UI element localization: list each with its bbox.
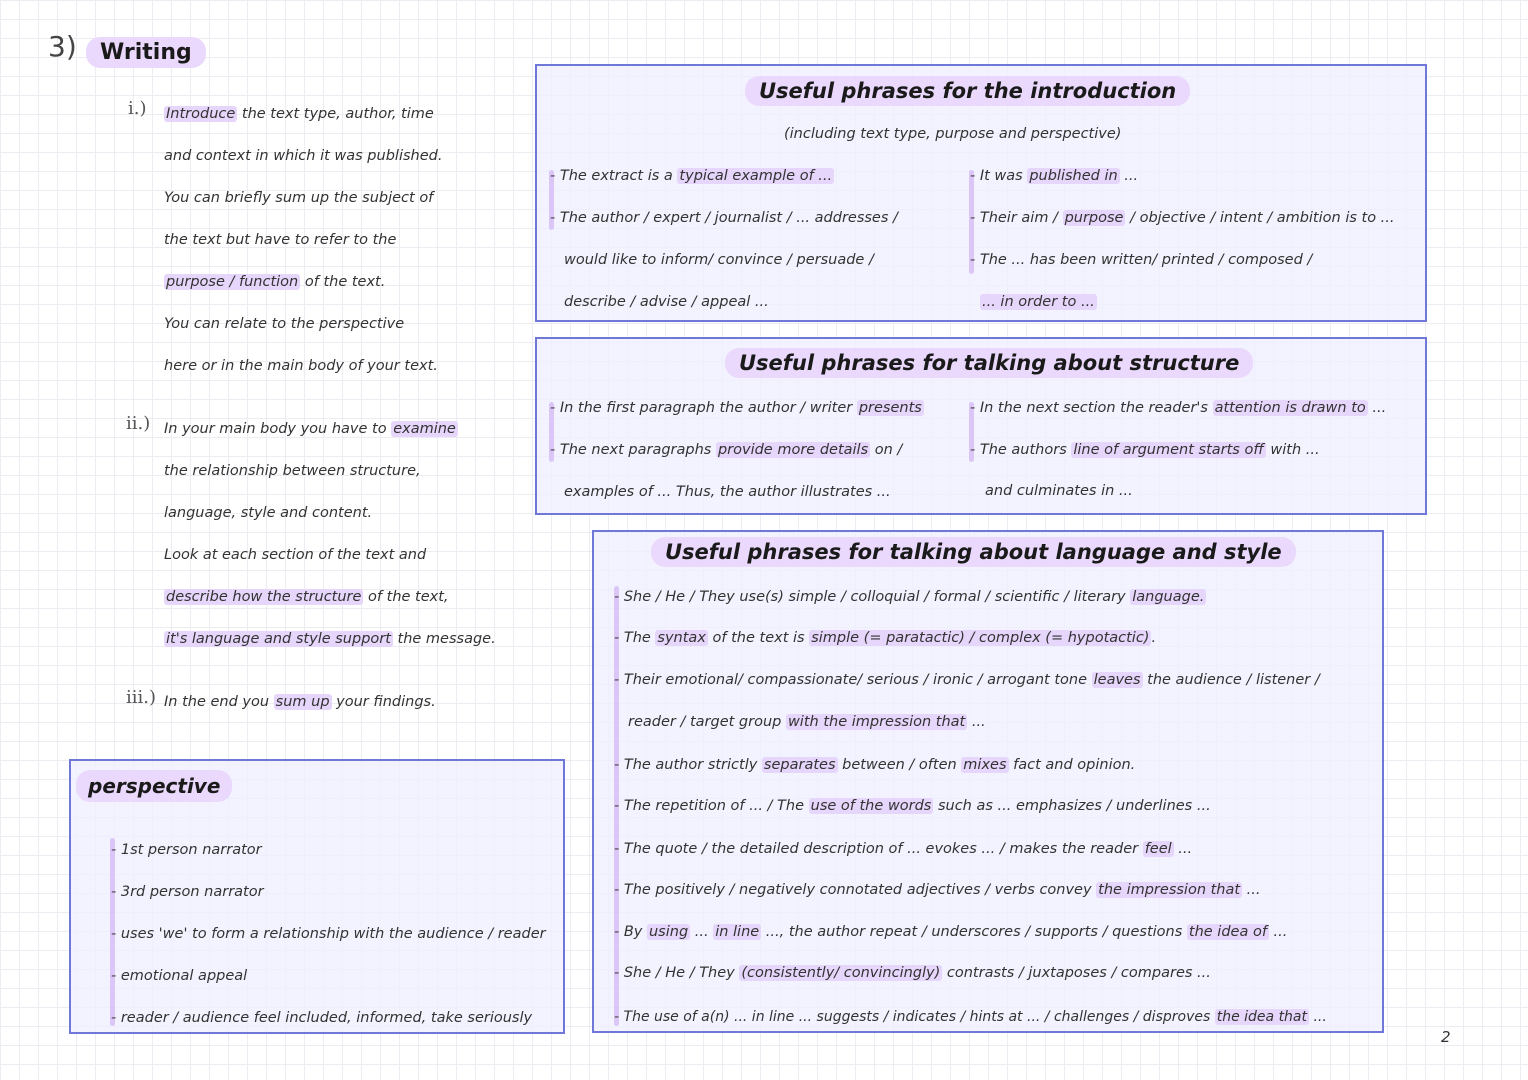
intro-left-a: - The extract is a typical example of ... [550,168,833,184]
writing-ii-line-1: In your main body you have to examine [164,421,456,437]
language-line-6: - The repetition of ... / The use of the words such as ... emphasizes / underlines ... [614,798,1211,814]
writing-ii-line-6: it's language and style support the message. [166,631,496,647]
language-box [592,530,1384,1033]
intro-subtitle: (including text type, purpose and perspective) [784,126,1122,142]
writing-i-line-5: purpose / function of the text. [166,274,386,290]
writing-i-line-6: You can relate to the perspective [164,316,405,332]
perspective-title: perspective [76,770,232,802]
structure-right-c: and culminates in ... [985,483,1133,499]
writing-ii-line-2: the relationship between structure, [164,463,421,479]
numeral-ii: ii.) [126,413,151,434]
perspective-item: - emotional appeal [111,968,248,984]
page-number: 2 [1441,1028,1451,1046]
language-line-10: - She / He / They (consistently/ convincingly) contrasts / juxtaposes / compares ... [614,965,1211,981]
language-line-2: - The syntax of the text is simple (= paratactic) / complex (= hypotactic) . [614,630,1157,646]
structure-right-b: - The authors line of argument starts off with ... [970,442,1320,458]
writing-i-line-4: the text but have to refer to the [164,232,397,248]
writing-i-line-2: and context in which it was published. [164,148,443,164]
language-line-8: - The positively / negatively connotated adjectives / verbs convey the impression that ... [614,882,1261,898]
intro-right-d: ... in order to ... [982,294,1095,310]
structure-title: Useful phrases for talking about structure [725,348,1253,378]
language-line-9: - By using ... in line ..., the author repeat / underscores / supports / questions the idea of ... [614,924,1288,940]
writing-i-line-1: Introduce the text type, author, time [166,106,434,122]
perspective-item: - 3rd person narrator [111,884,264,900]
structure-right-a: - In the next section the reader's attention is drawn to ... [970,400,1387,416]
writing-i-line-3: You can briefly sum up the subject of [164,190,434,206]
language-line-3: - Their emotional/ compassionate/ serious / ironic / arrogant tone leaves the audience / listener / [614,672,1320,688]
intro-right-b: - Their aim / purpose / objective / intent / ambition is to ... [970,210,1395,226]
intro-title: Useful phrases for the introduction [745,76,1190,106]
intro-left-c: would like to inform/ convince / persuade / [564,252,874,268]
perspective-item: - uses 'we' to form a relationship with the audience / reader [111,926,546,942]
numeral-iii: iii.) [126,687,157,708]
section-title: Writing [86,37,206,68]
writing-ii-line-4: Look at each section of the text and [164,547,427,563]
intro-left-d: describe / advise / appeal ... [564,294,769,310]
perspective-item: - reader / audience feel included, informed, take seriously [111,1010,533,1026]
structure-left-b: - The next paragraphs provide more details on / [550,442,903,458]
language-line-1: - She / He / They use(s) simple / colloquial / formal / scientific / literary language. [614,589,1205,605]
language-line-11: - The use of a(n) ... in line ... suggests / indicates / hints at ... / challenges / disproves the idea that ... [614,1009,1327,1025]
numeral-i: i.) [128,98,147,119]
structure-left-c: examples of ... Thus, the author illustrates ... [564,484,891,500]
section-number: 3) [48,30,77,63]
language-title: Useful phrases for talking about language and style [651,537,1296,567]
structure-left-a: - In the first paragraph the author / writer presents [550,400,922,416]
language-line-4: reader / target group with the impression that ... [628,714,986,730]
language-line-7: - The quote / the detailed description of ... evokes ... / makes the reader feel ... [614,841,1193,857]
language-line-5: - The author strictly separates between / often mixes fact and opinion. [614,757,1136,773]
writing-i-line-7: here or in the main body of your text. [164,358,438,374]
intro-left-b: - The author / expert / journalist / ... addresses / [550,210,898,226]
writing-ii-line-3: language, style and content. [164,505,373,521]
intro-right-c: - The ... has been written/ printed / composed / [970,252,1313,268]
writing-iii-line-1: In the end you sum up your findings. [164,694,436,710]
intro-right-a: - It was published in ... [970,168,1139,184]
writing-ii-line-5: describe how the structure of the text, [166,589,449,605]
perspective-item: - 1st person narrator [111,842,262,858]
